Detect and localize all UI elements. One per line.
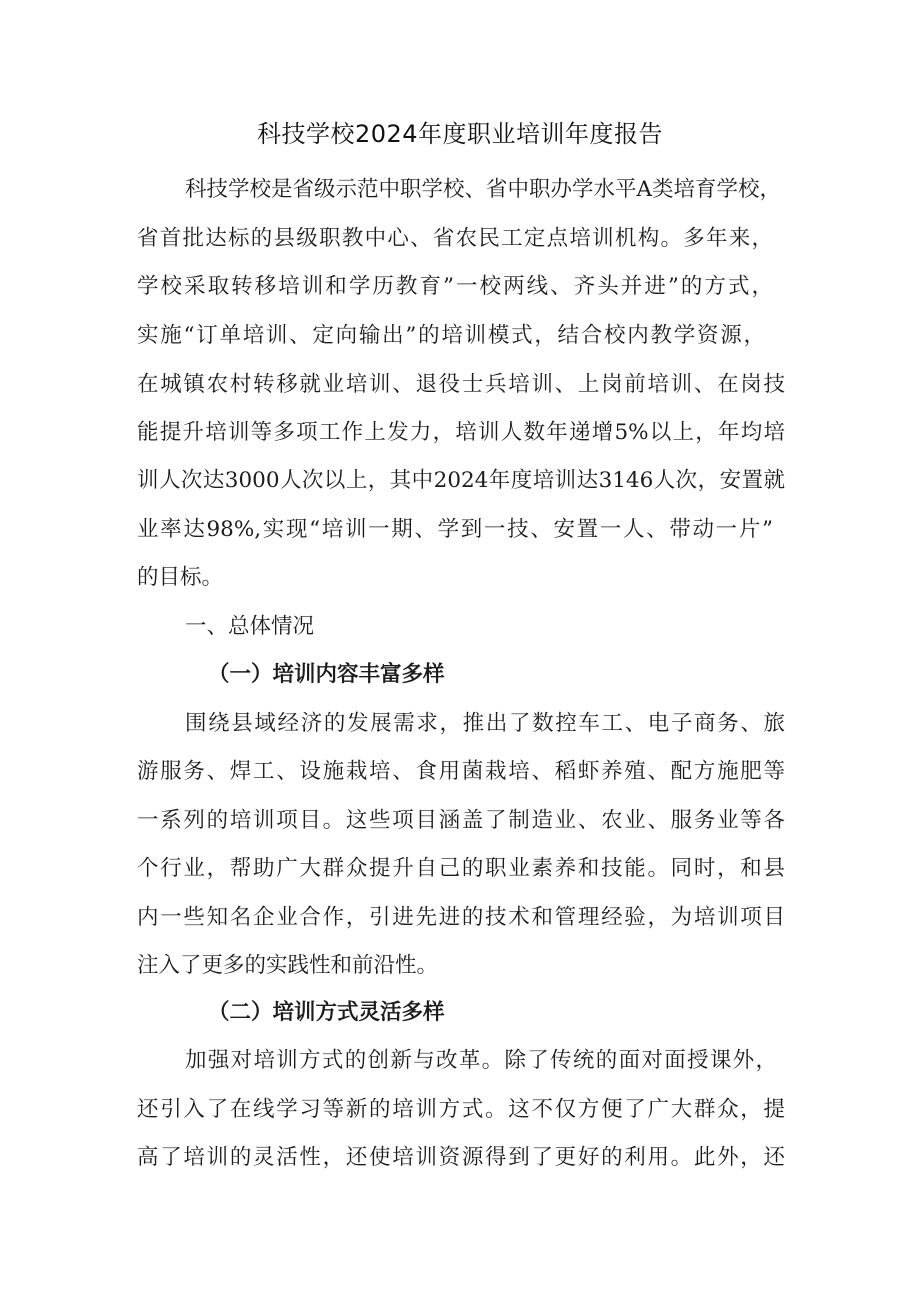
subsection-2-line-2: 还引入了在线学习等新的培训方式。这不仅方便了广大群众，提 xyxy=(137,1097,785,1122)
intro-line-3: 学校采取转移培训和学历教育”一校两线、齐头并进”的方式， xyxy=(137,274,773,299)
subsection-2-heading: （二）培训方式灵活多样 xyxy=(208,1000,445,1025)
subsection-1-line-2: 游服务、焊工、设施栽培、食用菌栽培、稻虾养殖、配方施肥等 xyxy=(137,759,785,784)
intro-line-1: 科技学校是省级示范中职学校、省中职办学水平A类培育学校， xyxy=(185,177,782,202)
section-1-heading: 一、总体情况 xyxy=(185,614,315,639)
intro-line-4: 实施“订单培训、定向输出”的培训模式，结合校内教学资源， xyxy=(137,323,765,348)
subsection-1-heading: （一）培训内容丰富多样 xyxy=(208,662,445,687)
subsection-1-line-5: 内一些知名企业合作，引进先进的技术和管理经验，为培训项目 xyxy=(137,905,785,930)
subsection-1-line-4: 个行业，帮助广大群众提升自己的职业素养和技能。同时，和县 xyxy=(137,856,785,881)
intro-line-9: 的目标。 xyxy=(137,565,224,590)
document-title: 科技学校2024年度职业培训年度报告 xyxy=(256,120,664,148)
subsection-2-line-1: 加强对培训方式的创新与改革。除了传统的面对面授课外， xyxy=(185,1048,777,1073)
intro-line-6: 能提升培训等多项工作上发力，培训人数年递增5%以上，年均培 xyxy=(137,420,785,445)
subsection-2-line-3: 高了培训的灵活性，还使培训资源得到了更好的利用。此外，还 xyxy=(137,1145,785,1170)
intro-line-7: 训人次达3000人次以上，其中2024年度培训达3146人次，安置就 xyxy=(137,468,785,493)
intro-line-2: 省首批达标的县级职教中心、省农民工定点培训机构。多年来， xyxy=(137,226,773,251)
subsection-1-line-3: 一系列的培训项目。这些项目涵盖了制造业、农业、服务业等各 xyxy=(137,808,785,833)
intro-line-5: 在城镇农村转移就业培训、退役士兵培训、上岗前培训、在岗技 xyxy=(137,372,785,397)
intro-line-8: 业率达98%,实现“培训一期、学到一技、安置一人、带动一片” xyxy=(137,517,773,542)
subsection-1-line-6: 注入了更多的实践性和前沿性。 xyxy=(137,953,439,978)
subsection-1-line-1: 围绕县域经济的发展需求，推出了数控车工、电子商务、旅 xyxy=(185,711,785,736)
